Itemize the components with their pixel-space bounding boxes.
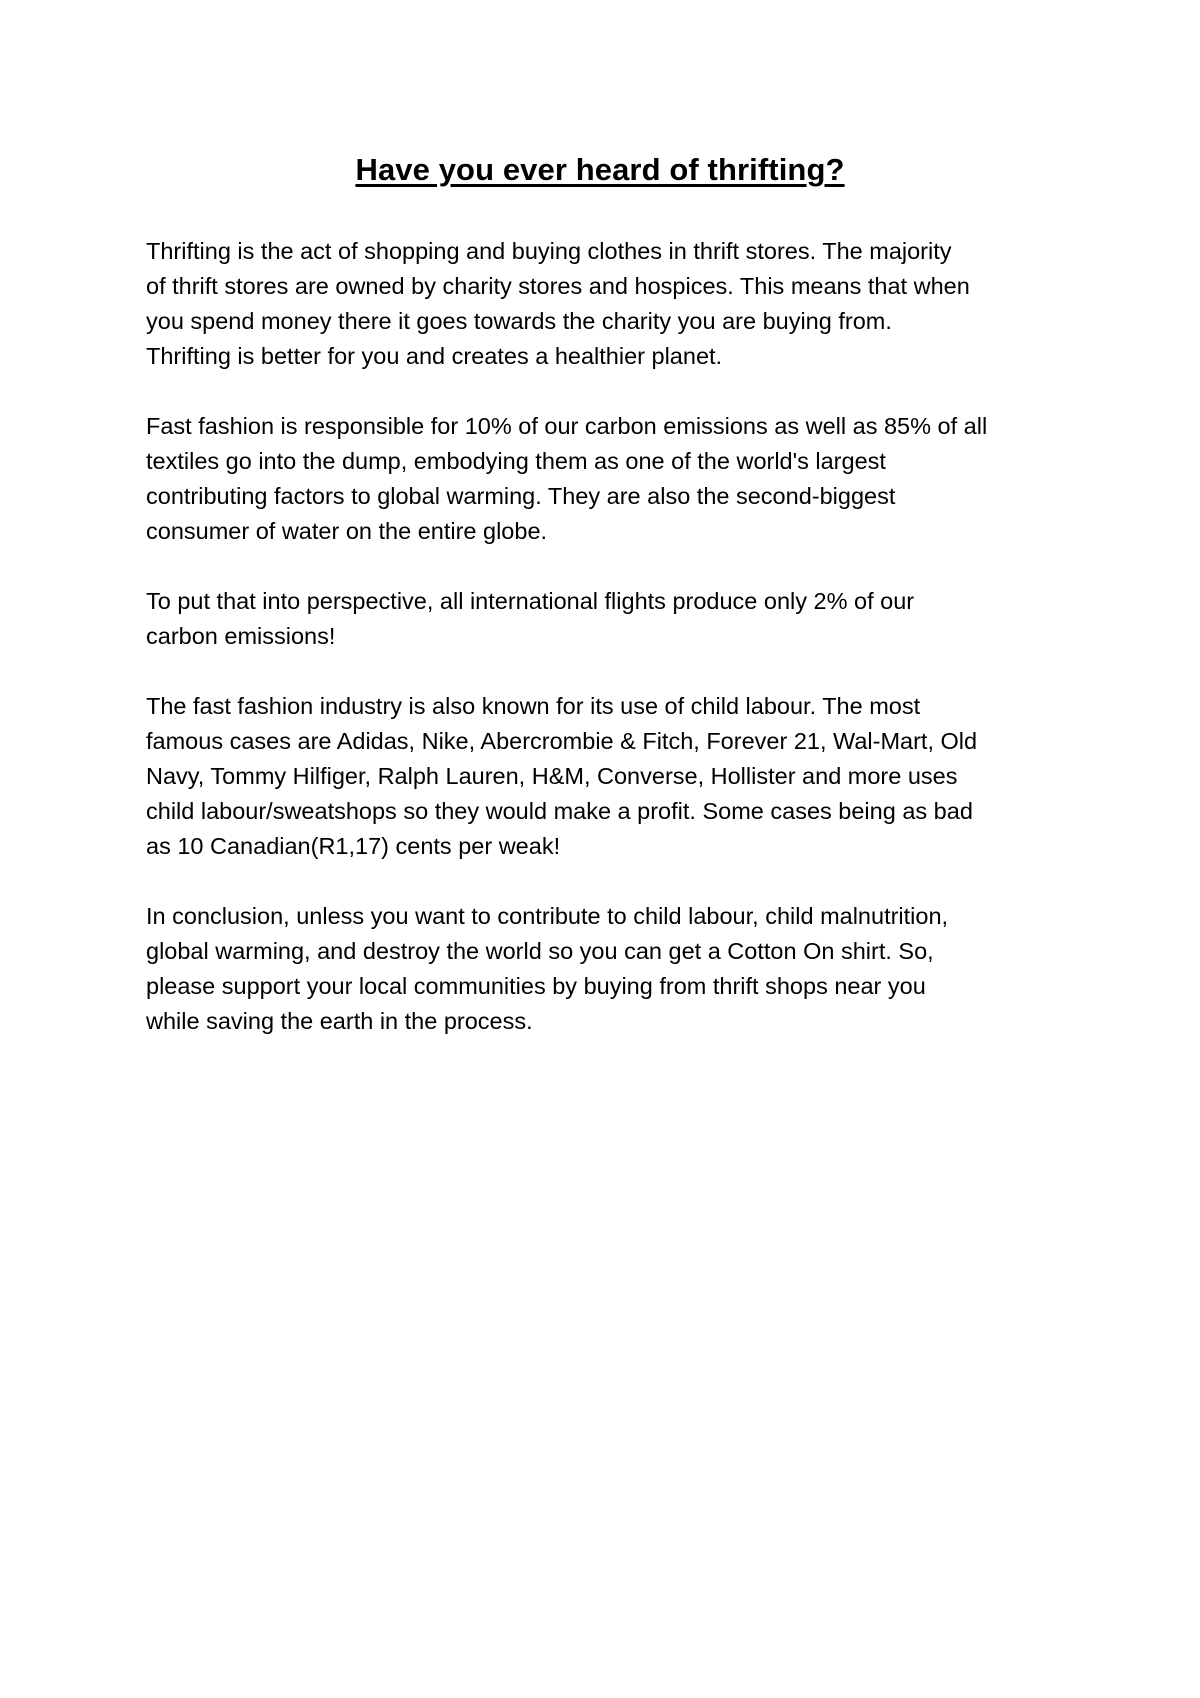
- paragraph-intro: [146, 234, 1076, 374]
- paragraph-line: carbon emissions!: [146, 623, 336, 649]
- paragraph-line: you spend money there it goes towards the charity you are buying from.: [146, 308, 892, 334]
- paragraph-line: The fast fashion industry is also known for its use of child labour. The most: [146, 693, 921, 719]
- paragraph-line: In conclusion, unless you want to contribute to child labour, child malnutrition,: [146, 903, 949, 929]
- paragraph-fast-fashion: [146, 409, 1076, 549]
- paragraph-line: child labour/sweatshops so they would make a profit. Some cases being as bad: [146, 798, 973, 824]
- paragraph-line: textiles go into the dump, embodying them as one of the world's largest: [146, 448, 886, 474]
- paragraph-line: Navy, Tommy Hilfiger, Ralph Lauren, H&M, Converse, Hollister and more uses: [146, 763, 958, 789]
- paragraph-line: of thrift stores are owned by charity stores and hospices. This means that when: [146, 273, 970, 299]
- document-title: Have you ever heard of thrifting?: [355, 152, 845, 187]
- paragraph-line: while saving the earth in the process.: [146, 1008, 533, 1034]
- paragraph-line: contributing factors to global warming. They are also the second-biggest: [146, 483, 896, 509]
- paragraph-conclusion: [146, 899, 1076, 1039]
- paragraph-line: please support your local communities by buying from thrift shops near you: [146, 973, 926, 999]
- paragraph-child-labour: [146, 689, 1076, 864]
- paragraph-line: Fast fashion is responsible for 10% of our carbon emissions as well as 85% of all: [146, 413, 988, 439]
- document-body: [146, 234, 1076, 1074]
- paragraph-line: To put that into perspective, all international flights produce only 2% of our: [146, 588, 915, 614]
- paragraph-line: global warming, and destroy the world so you can get a Cotton On shirt. So,: [146, 938, 934, 964]
- paragraph-line: as 10 Canadian(R1,17) cents per weak!: [146, 833, 561, 859]
- paragraph-line: Thrifting is better for you and creates a healthier planet.: [146, 343, 723, 369]
- paragraph-line: famous cases are Adidas, Nike, Abercrombie & Fitch, Forever 21, Wal-Mart, Old: [146, 728, 978, 754]
- paragraph-perspective: [146, 584, 1076, 654]
- paragraph-line: consumer of water on the entire globe.: [146, 518, 548, 544]
- paragraph-line: Thrifting is the act of shopping and buying clothes in thrift stores. The majority: [146, 238, 952, 264]
